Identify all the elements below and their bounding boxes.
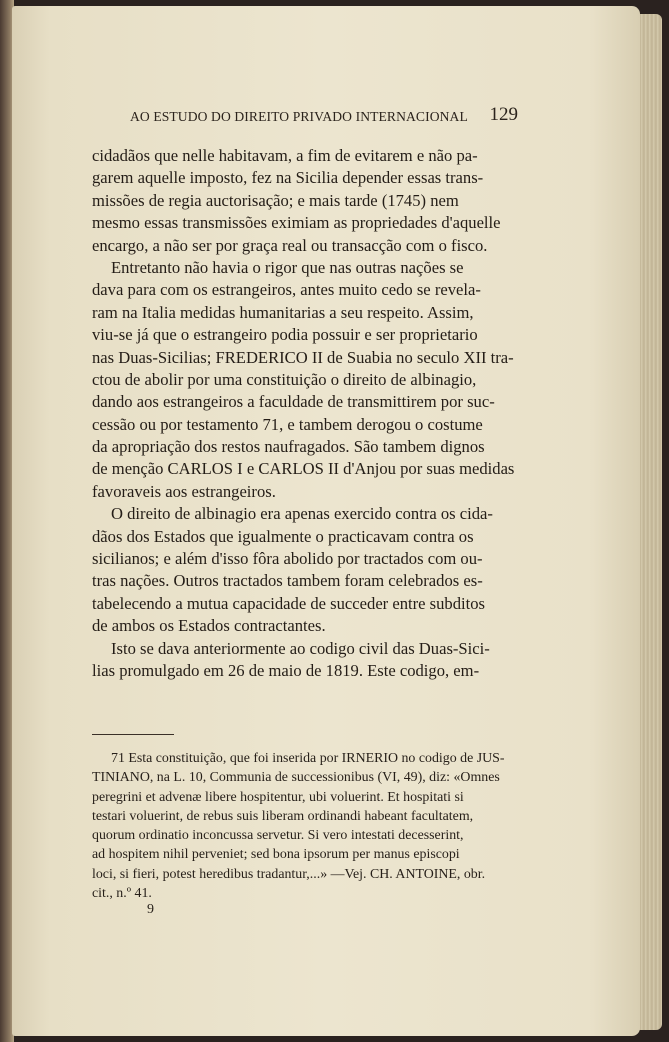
body-line: cessão ou por testamento 71, e tambem derogou o costume xyxy=(92,414,483,434)
running-title: AO ESTUDO DO DIREITO PRIVADO INTERNACIONAL xyxy=(130,109,468,124)
printer-signature-mark: 9 xyxy=(147,902,154,917)
body-line: de ambos os Estados contractantes. xyxy=(92,616,326,636)
body-line: de menção CARLOS I e CARLOS II d'Anjou por suas medidas xyxy=(92,459,515,479)
body-line: ctou de abolir por uma constituição o direito de albinagio, xyxy=(92,369,477,389)
body-text xyxy=(92,145,524,682)
body-line: tras nações. Outros tractados tambem foram celebrados es- xyxy=(92,571,483,591)
body-line: viu-se já que o estrangeiro podia possuir e ser proprietario xyxy=(92,325,478,345)
footnote-line: testari voluerint, de rebus suis liberam ordinandi habeant facultatem, xyxy=(92,808,474,824)
body-line: dava para com os estrangeiros, antes muito cedo se revela- xyxy=(92,280,481,300)
footnote-line: ad hospitem nihil perveniet; sed bona ipsorum per manus episcopi xyxy=(92,847,460,863)
body-line: nas Duas-Sicilias; FREDERICO II de Suabia no seculo XII tra- xyxy=(92,347,514,367)
page-number: 129 xyxy=(489,104,518,125)
body-line: missões de regia auctorisação; e mais tarde (1745) nem xyxy=(92,190,459,210)
footnote-line: cit., n.º 41. xyxy=(92,886,152,902)
body-line: dãos dos Estados que igualmente o practicavam contra os xyxy=(92,526,474,546)
body-line: O direito de albinagio era apenas exercido contra os cida- xyxy=(111,504,493,524)
body-line: tabelecendo a mutua capacidade de succeder entre subditos xyxy=(92,593,485,613)
body-line: encargo, a não ser por graça real ou transacção com o fisco. xyxy=(92,235,488,255)
running-header xyxy=(130,104,522,128)
body-line: Isto se dava anteriormente ao codigo civil das Duas-Sici- xyxy=(111,638,490,658)
body-line: da apropriação dos restos naufragados. São tambem dignos xyxy=(92,437,485,457)
body-line: Entretanto não havia o rigor que nas outras nações se xyxy=(111,257,464,277)
footnote-line: TINIANO, na L. 10, Communia de successionibus (VI, 49), diz: «Omnes xyxy=(92,770,500,786)
body-line: lias promulgado em 26 de maio de 1819. Este codigo, em- xyxy=(92,660,480,680)
body-line: sicilianos; e além d'isso fôra abolido por tractados com ou- xyxy=(92,549,483,569)
footnote-line: 71 Esta constituição, que foi inserida por IRNERIO no codigo de JUS- xyxy=(111,751,505,766)
body-line: dando aos estrangeiros a faculdade de transmittirem por suc- xyxy=(92,392,495,412)
body-line: cidadãos que nelle habitavam, a fim de evitarem e não pa- xyxy=(92,146,478,165)
body-line: ram na Italia medidas humanitarias a seu respeito. Assim, xyxy=(92,302,474,322)
body-line: mesmo essas transmissões eximiam as propriedades d'aquelle xyxy=(92,213,501,233)
page-edges xyxy=(638,14,662,1030)
footnote-line: quorum ordinatio inconcussa servetur. Si vero intestati decesserint, xyxy=(92,828,464,844)
body-line: garem aquelle imposto, fez na Sicilia depender essas trans- xyxy=(92,168,484,188)
body-line: favoraveis aos estrangeiros. xyxy=(92,481,276,501)
footnote-line: loci, si fieri, potest heredibus tradantur,...» —Vej. CH. ANTOINE, obr. xyxy=(92,866,486,882)
footnote xyxy=(92,749,524,903)
footnote-rule xyxy=(92,734,174,735)
footnote-line: peregrini et advenæ libere hospitentur, ubi voluerint. Et hospitati si xyxy=(92,789,464,805)
